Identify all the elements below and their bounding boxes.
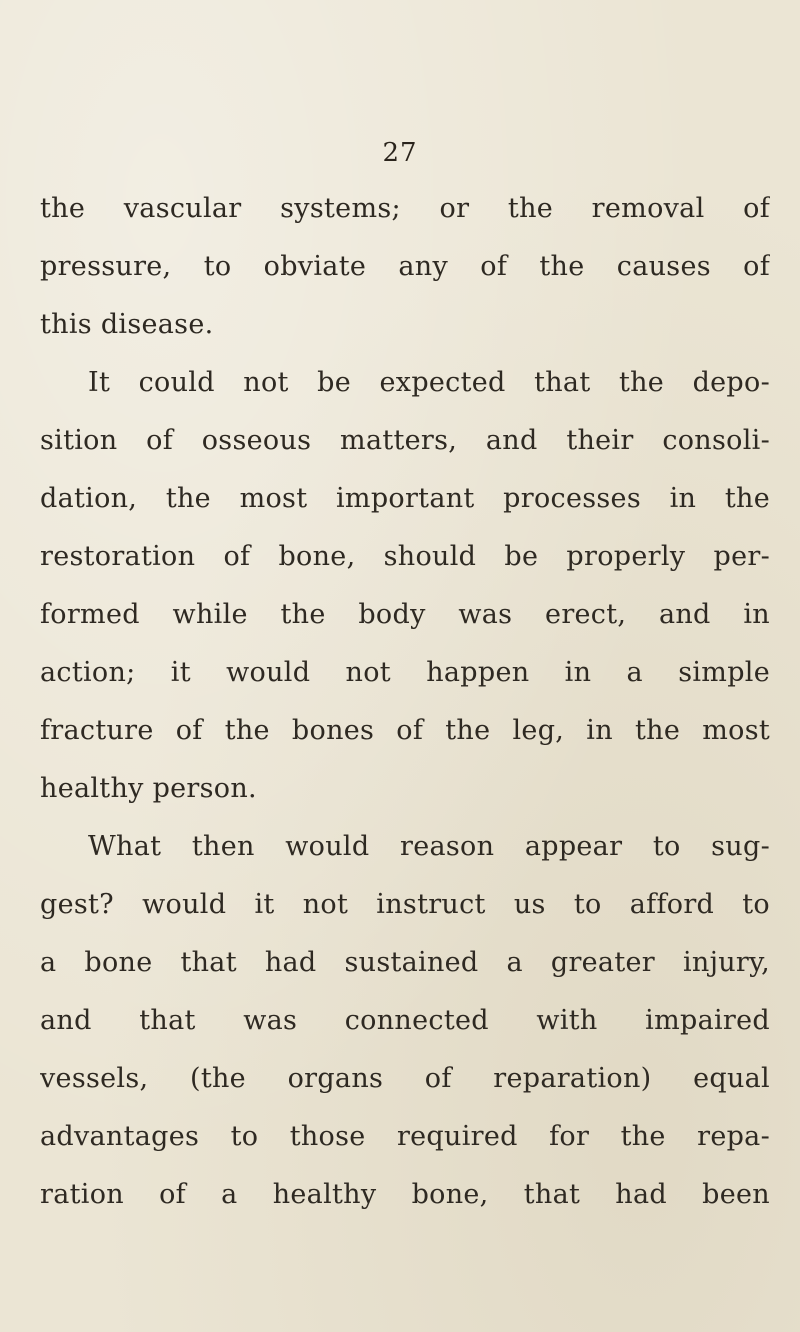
- text-line: ration of a healthy bone, that had been: [40, 1179, 770, 1210]
- text-line: dation, the most important processes in the: [40, 483, 770, 514]
- text-line: healthy person.: [40, 773, 257, 804]
- text-line: restoration of bone, should be properly per-: [40, 541, 770, 572]
- paragraph-start-line: It could not be expected that the depo-: [88, 367, 770, 398]
- text-line: pressure, to obviate any of the causes of: [40, 251, 770, 282]
- text-line: advantages to those required for the repa-: [40, 1121, 770, 1152]
- text-line: a bone that had sustained a greater injury,: [40, 947, 770, 978]
- text-line: vessels, (the organs of reparation) equal: [40, 1063, 770, 1094]
- text-line: fracture of the bones of the leg, in the most: [40, 715, 770, 746]
- text-line: gest? would it not instruct us to afford to: [40, 889, 770, 920]
- page-number: 27: [382, 138, 418, 168]
- text-line: formed while the body was erect, and in: [40, 599, 770, 630]
- body-text: [40, 180, 770, 1224]
- paragraph-start-line: What then would reason appear to sug-: [88, 831, 770, 862]
- text-line: the vascular systems; or the removal of: [40, 193, 770, 224]
- text-line: sition of osseous matters, and their consoli-: [40, 425, 770, 456]
- text-line: and that was connected with impaired: [40, 1005, 770, 1036]
- text-line: action; it would not happen in a simple: [40, 657, 770, 688]
- text-line: this disease.: [40, 309, 214, 340]
